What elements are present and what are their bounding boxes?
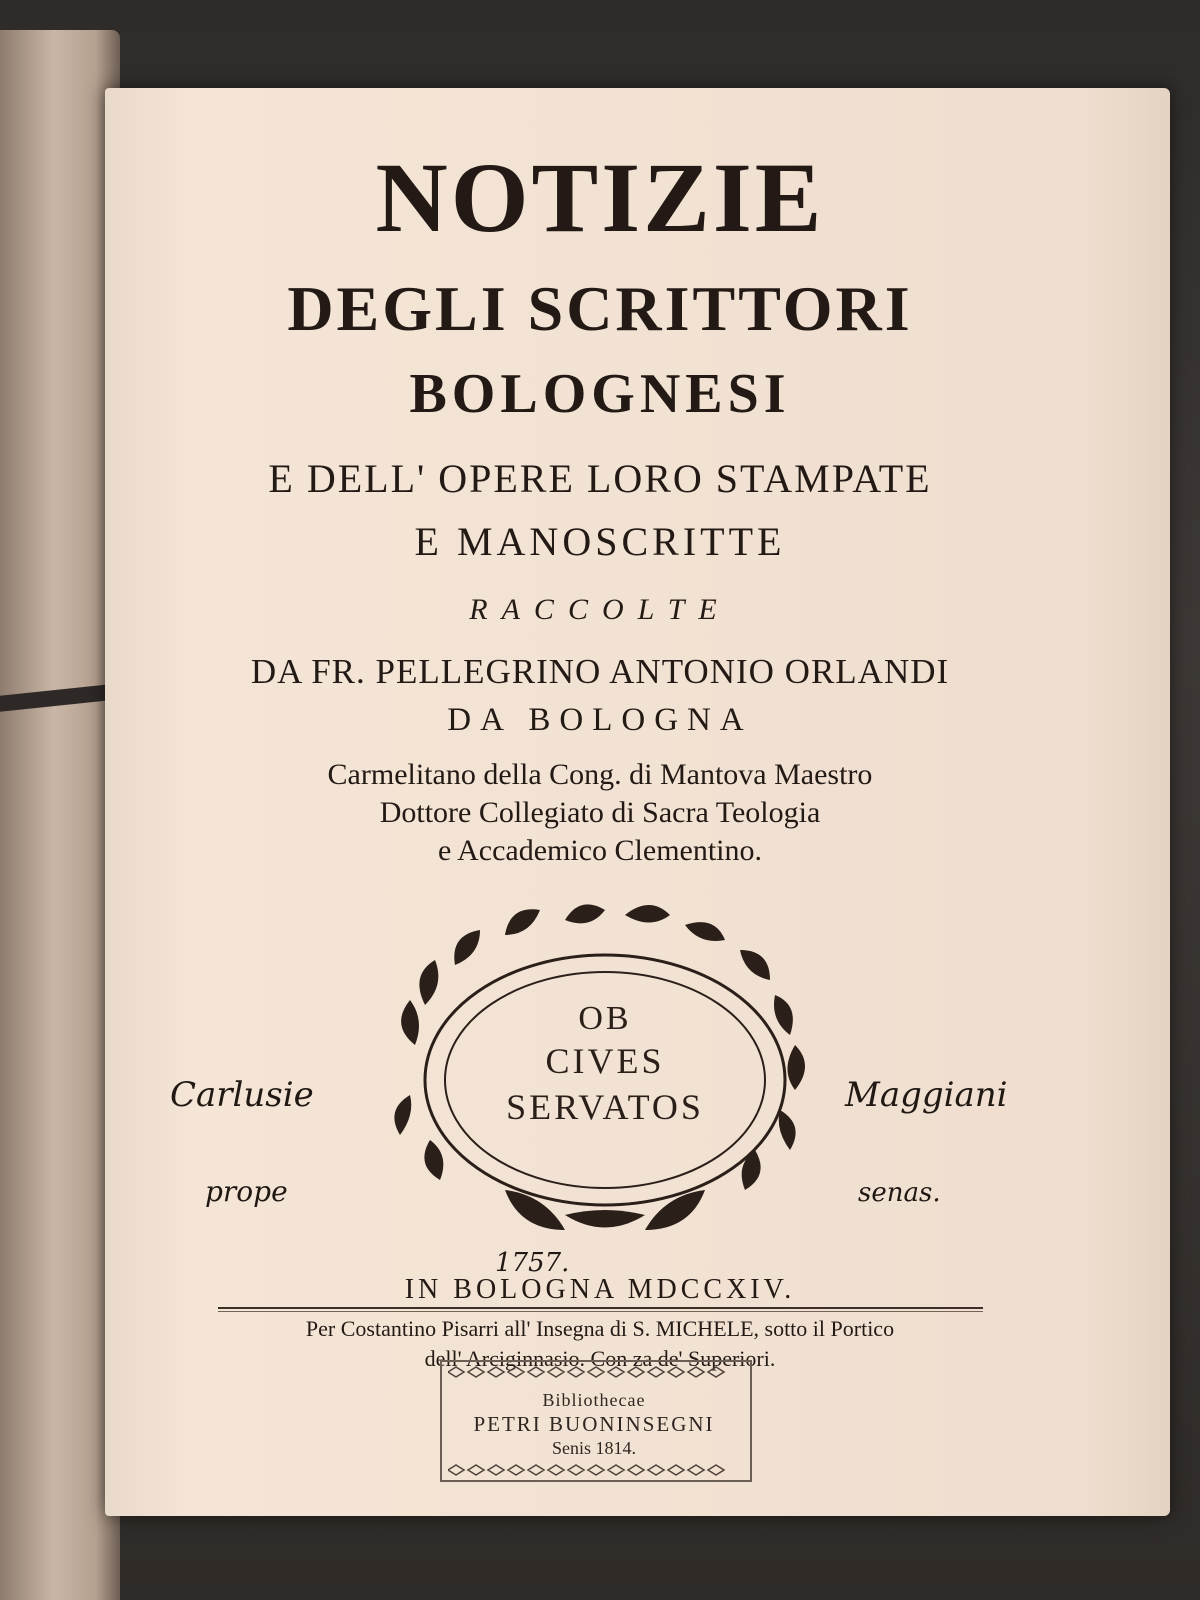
stamp-line-2: PETRI BUONINSEGNI [473, 1412, 715, 1436]
handwritten-note-right: senas. [858, 1178, 941, 1208]
imprint-rule-secondary [218, 1311, 983, 1312]
handwritten-year: 1757. [495, 1248, 570, 1278]
author-title-2: Dottore Collegiato di Sacra Teologia [379, 796, 821, 829]
motto-line-1: OB [578, 1000, 632, 1037]
printer-line-1: Per Costantino Pisarri all' Insegna di S. MICHELE, sotto il Portico [305, 1316, 895, 1341]
imprint-rule [218, 1307, 983, 1309]
handwritten-name-left: Carlusie [170, 1075, 314, 1115]
subtitle-line-2: E MANOSCRITTE [414, 519, 786, 564]
author-origin: DA BOLOGNA [447, 702, 753, 738]
stamp-line-3: Senis 1814. [551, 1438, 636, 1458]
stamp-border-top-icon [448, 1365, 740, 1379]
motto-line-2: CIVES [545, 1041, 665, 1081]
author-line: DA FR. PELLEGRINO ANTONIO ORLANDI [250, 652, 950, 691]
author-title-3: e Accademico Clementino. [437, 834, 763, 867]
motto-line-3: SERVATOS [506, 1087, 704, 1127]
handwritten-name-right: Maggiani [845, 1075, 1008, 1115]
title-line-3: BOLOGNESI [409, 363, 791, 425]
handwritten-note-left: prope [205, 1175, 288, 1208]
subtitle-line-1: E DELL' OPERE LORO STAMPATE [268, 456, 932, 501]
printer-line-2: dell' Arciginnasio. Con za de' Superiori. [424, 1346, 776, 1371]
imprint-place-date: IN BOLOGNA MDCCXIV. [404, 1274, 796, 1305]
author-title-1: Carmelitano della Cong. di Mantova Maestro [327, 758, 873, 791]
stamp-border-bottom-icon [448, 1463, 740, 1477]
title-line-2: DEGLI SCRITTORI [287, 273, 913, 344]
collected-label: RACCOLTE [469, 593, 731, 626]
title-main: NOTIZIE [375, 142, 825, 253]
stamp-line-1: Bibliothecae [542, 1390, 646, 1410]
